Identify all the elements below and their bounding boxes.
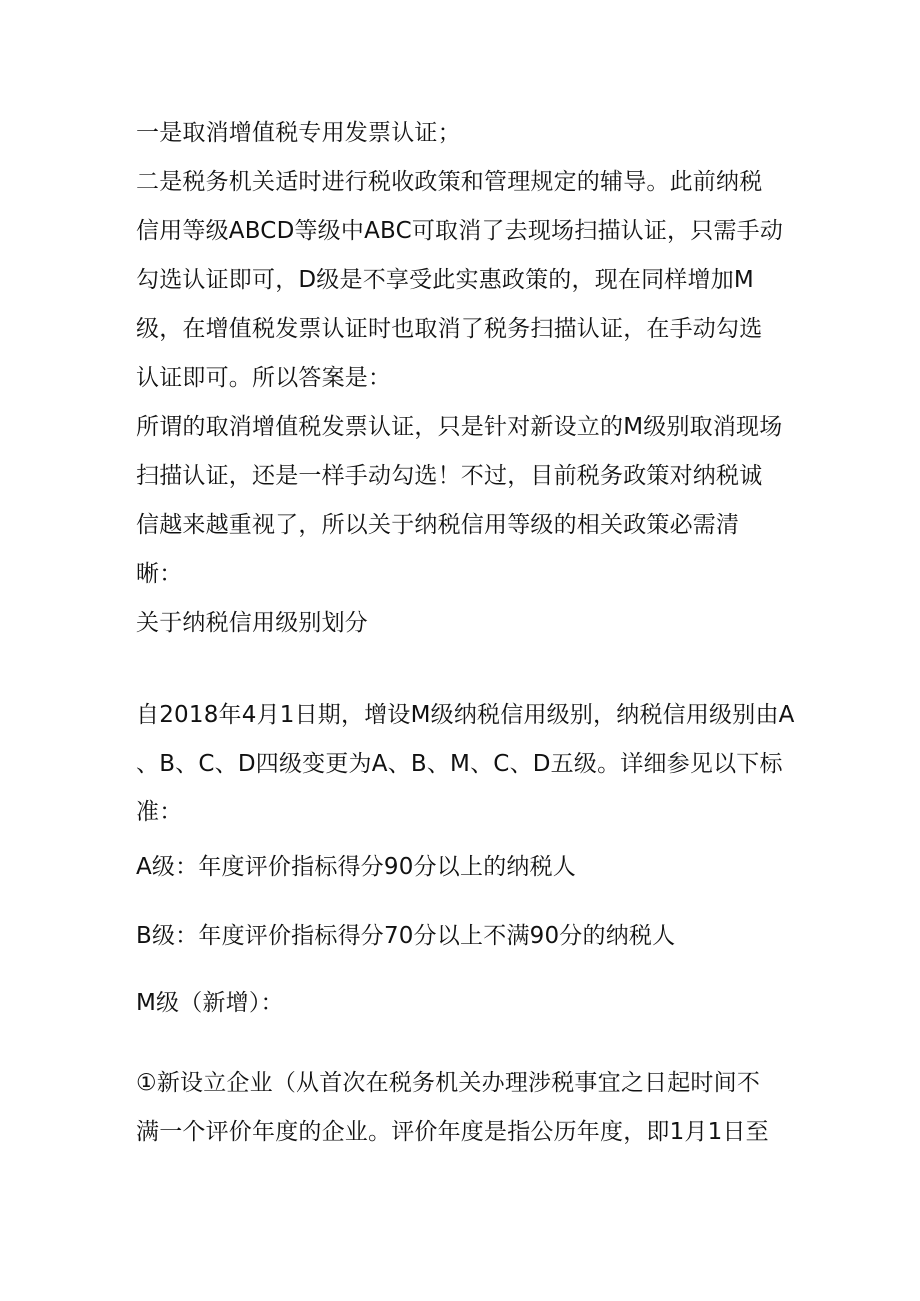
text-line: 晰： <box>136 561 183 587</box>
text-line: 、B、C、D四级变更为A、B、M、C、D五级。详细参见以下标 <box>136 751 783 777</box>
text-line: 所谓的取消增值税发票认证，只是针对新设立的M级别取消现场 <box>136 414 783 440</box>
text-line: 勾选认证即可，D级是不享受此实惠政策的，现在同样增加M <box>136 267 754 293</box>
text-line: 一是取消增值税专用发票认证； <box>136 120 461 146</box>
text-line: 信用等级ABCD等级中ABC可取消了去现场扫描认证，只需手动 <box>136 218 784 244</box>
text-line: 信越来越重视了，所以关于纳税信用等级的相关政策必需清 <box>136 512 740 538</box>
level-m-line: M级（新增）： <box>136 990 284 1016</box>
text-line: ①新设立企业（从首次在税务机关办理涉税事宜之日起时间不 <box>136 1070 761 1096</box>
level-b-line: B级：年度评价指标得分70分以上不满90分的纳税人 <box>136 923 676 949</box>
text-line: 认证即可。所以答案是： <box>136 365 392 391</box>
level-a-line: A级：年度评价指标得分90分以上的纳税人 <box>136 854 577 880</box>
text-line: 准： <box>136 799 183 825</box>
text-line: 级，在增值税发票认证时也取消了税务扫描认证，在手动勾选 <box>136 316 763 342</box>
section-heading: 关于纳税信用级别划分 <box>136 610 368 636</box>
text-line: 满一个评价年度的企业。评价年度是指公历年度，即1月1日至 <box>136 1119 769 1145</box>
text-line: 扫描认证，还是一样手动勾选！不过，目前税务政策对纳税诚 <box>136 463 763 489</box>
text-line: 二是税务机关适时进行税收政策和管理规定的辅导。此前纳税 <box>136 169 763 195</box>
text-line: 自2018年4月1日期，增设M级纳税信用级别，纳税信用级别由A <box>136 702 795 728</box>
